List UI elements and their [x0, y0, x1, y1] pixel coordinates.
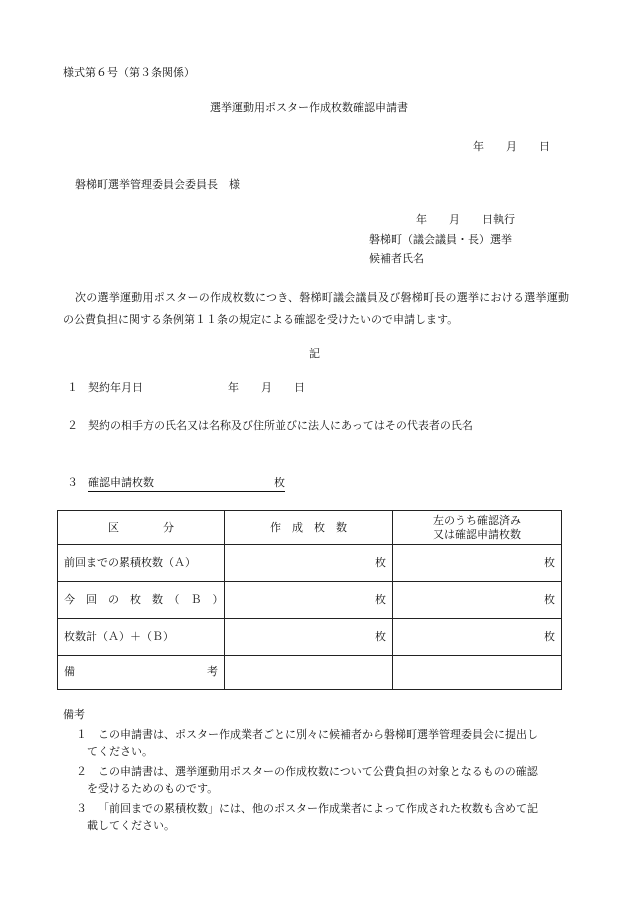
row-label-total: 枚数計（Ａ）＋（Ｂ） — [58, 619, 225, 656]
notes-title: 備考 — [63, 708, 85, 721]
cell-created-unit[interactable]: 枚 — [225, 545, 393, 582]
item-1-label: 契約年月日 — [88, 381, 143, 394]
item-1-number: １ — [67, 381, 78, 394]
item-3-underlined-field — [88, 476, 285, 492]
note-2-line1: この申請書は、選挙運動用ポスターの作成枚数について公費負担の対象となるものの確認 — [98, 765, 538, 778]
cell-confirmed-unit[interactable]: 枚 — [393, 619, 562, 656]
note-2 — [76, 763, 569, 797]
remarks-char-2: 考 — [207, 665, 218, 679]
header-category: 区 分 — [58, 511, 225, 545]
document-title: 選挙運動用ポスター作成枚数確認申請書 — [210, 101, 408, 114]
form-number: 様式第６号（第３条関係） — [63, 66, 195, 79]
table-row — [58, 582, 562, 619]
request-body-text: 次の選挙運動用ポスターの作成枚数につき、磐梯町議会議員及び磐梯町長の選挙における選挙運動の公費負担に関する条例第１１条の規定による確認を受けたいので申請します。 — [63, 291, 569, 326]
note-1-number: １ — [76, 728, 87, 741]
item-3-number: ３ — [67, 476, 78, 489]
application-date: 年 月 日 — [473, 140, 550, 153]
note-1-line2: てください。 — [87, 745, 153, 758]
row-label-remarks — [58, 656, 225, 690]
item-2-number: ２ — [67, 419, 78, 432]
header-created-count: 作 成 枚 数 — [225, 511, 393, 545]
cell-remarks[interactable] — [225, 656, 393, 690]
election-name: 磐梯町（議会議員・長）選挙 — [369, 233, 512, 246]
note-1-line1: この申請書は、ポスター作成業者ごとに別々に候補者から磐梯町選挙管理委員会に提出し — [98, 728, 538, 741]
remarks-char-1: 備 — [64, 665, 75, 679]
table-row — [58, 656, 562, 690]
row-label-previous-total: 前回までの累積枚数（Ａ） — [58, 545, 225, 582]
item-2-label: 契約の相手方の氏名又は名称及び住所並びに法人にあってはその代表者の氏名 — [88, 419, 473, 432]
candidate-name-label: 候補者氏名 — [369, 252, 424, 265]
addressee: 磐梯町選挙管理委員会委員長 様 — [75, 178, 240, 191]
cell-created-unit[interactable]: 枚 — [225, 619, 393, 656]
item-3-unit: 枚 — [274, 476, 285, 489]
header-confirmed-line1: 左のうち確認済み — [433, 513, 521, 527]
item-3-label: 確認申請枚数 — [88, 476, 154, 489]
header-confirmed-count — [393, 511, 562, 545]
note-3-line1: 「前回までの累積枚数」には、他のポスター作成業者によって作成された枚数も含めて記 — [98, 802, 538, 815]
row-label-current: 今 回 の 枚 数 （ Ｂ ） — [58, 582, 225, 619]
header-confirmed-line2: 又は確認申請枚数 — [433, 527, 521, 541]
note-3 — [76, 800, 569, 834]
note-2-line2: を受けるためのものです。 — [87, 782, 219, 795]
cell-remarks[interactable] — [393, 656, 562, 690]
note-3-line2: 載してください。 — [87, 819, 175, 832]
item-1-date: 年 月 日 — [228, 381, 305, 394]
count-table — [57, 510, 562, 690]
cell-created-unit[interactable]: 枚 — [225, 582, 393, 619]
cell-confirmed-unit[interactable]: 枚 — [393, 582, 562, 619]
table-row — [58, 619, 562, 656]
ki-heading: 記 — [309, 347, 320, 360]
election-date: 年 月 日執行 — [416, 213, 515, 226]
table-row — [58, 545, 562, 582]
cell-confirmed-unit[interactable]: 枚 — [393, 545, 562, 582]
note-2-number: ２ — [76, 765, 87, 778]
note-1 — [76, 726, 569, 760]
note-3-number: ３ — [76, 802, 87, 815]
table-header-row — [58, 511, 562, 545]
